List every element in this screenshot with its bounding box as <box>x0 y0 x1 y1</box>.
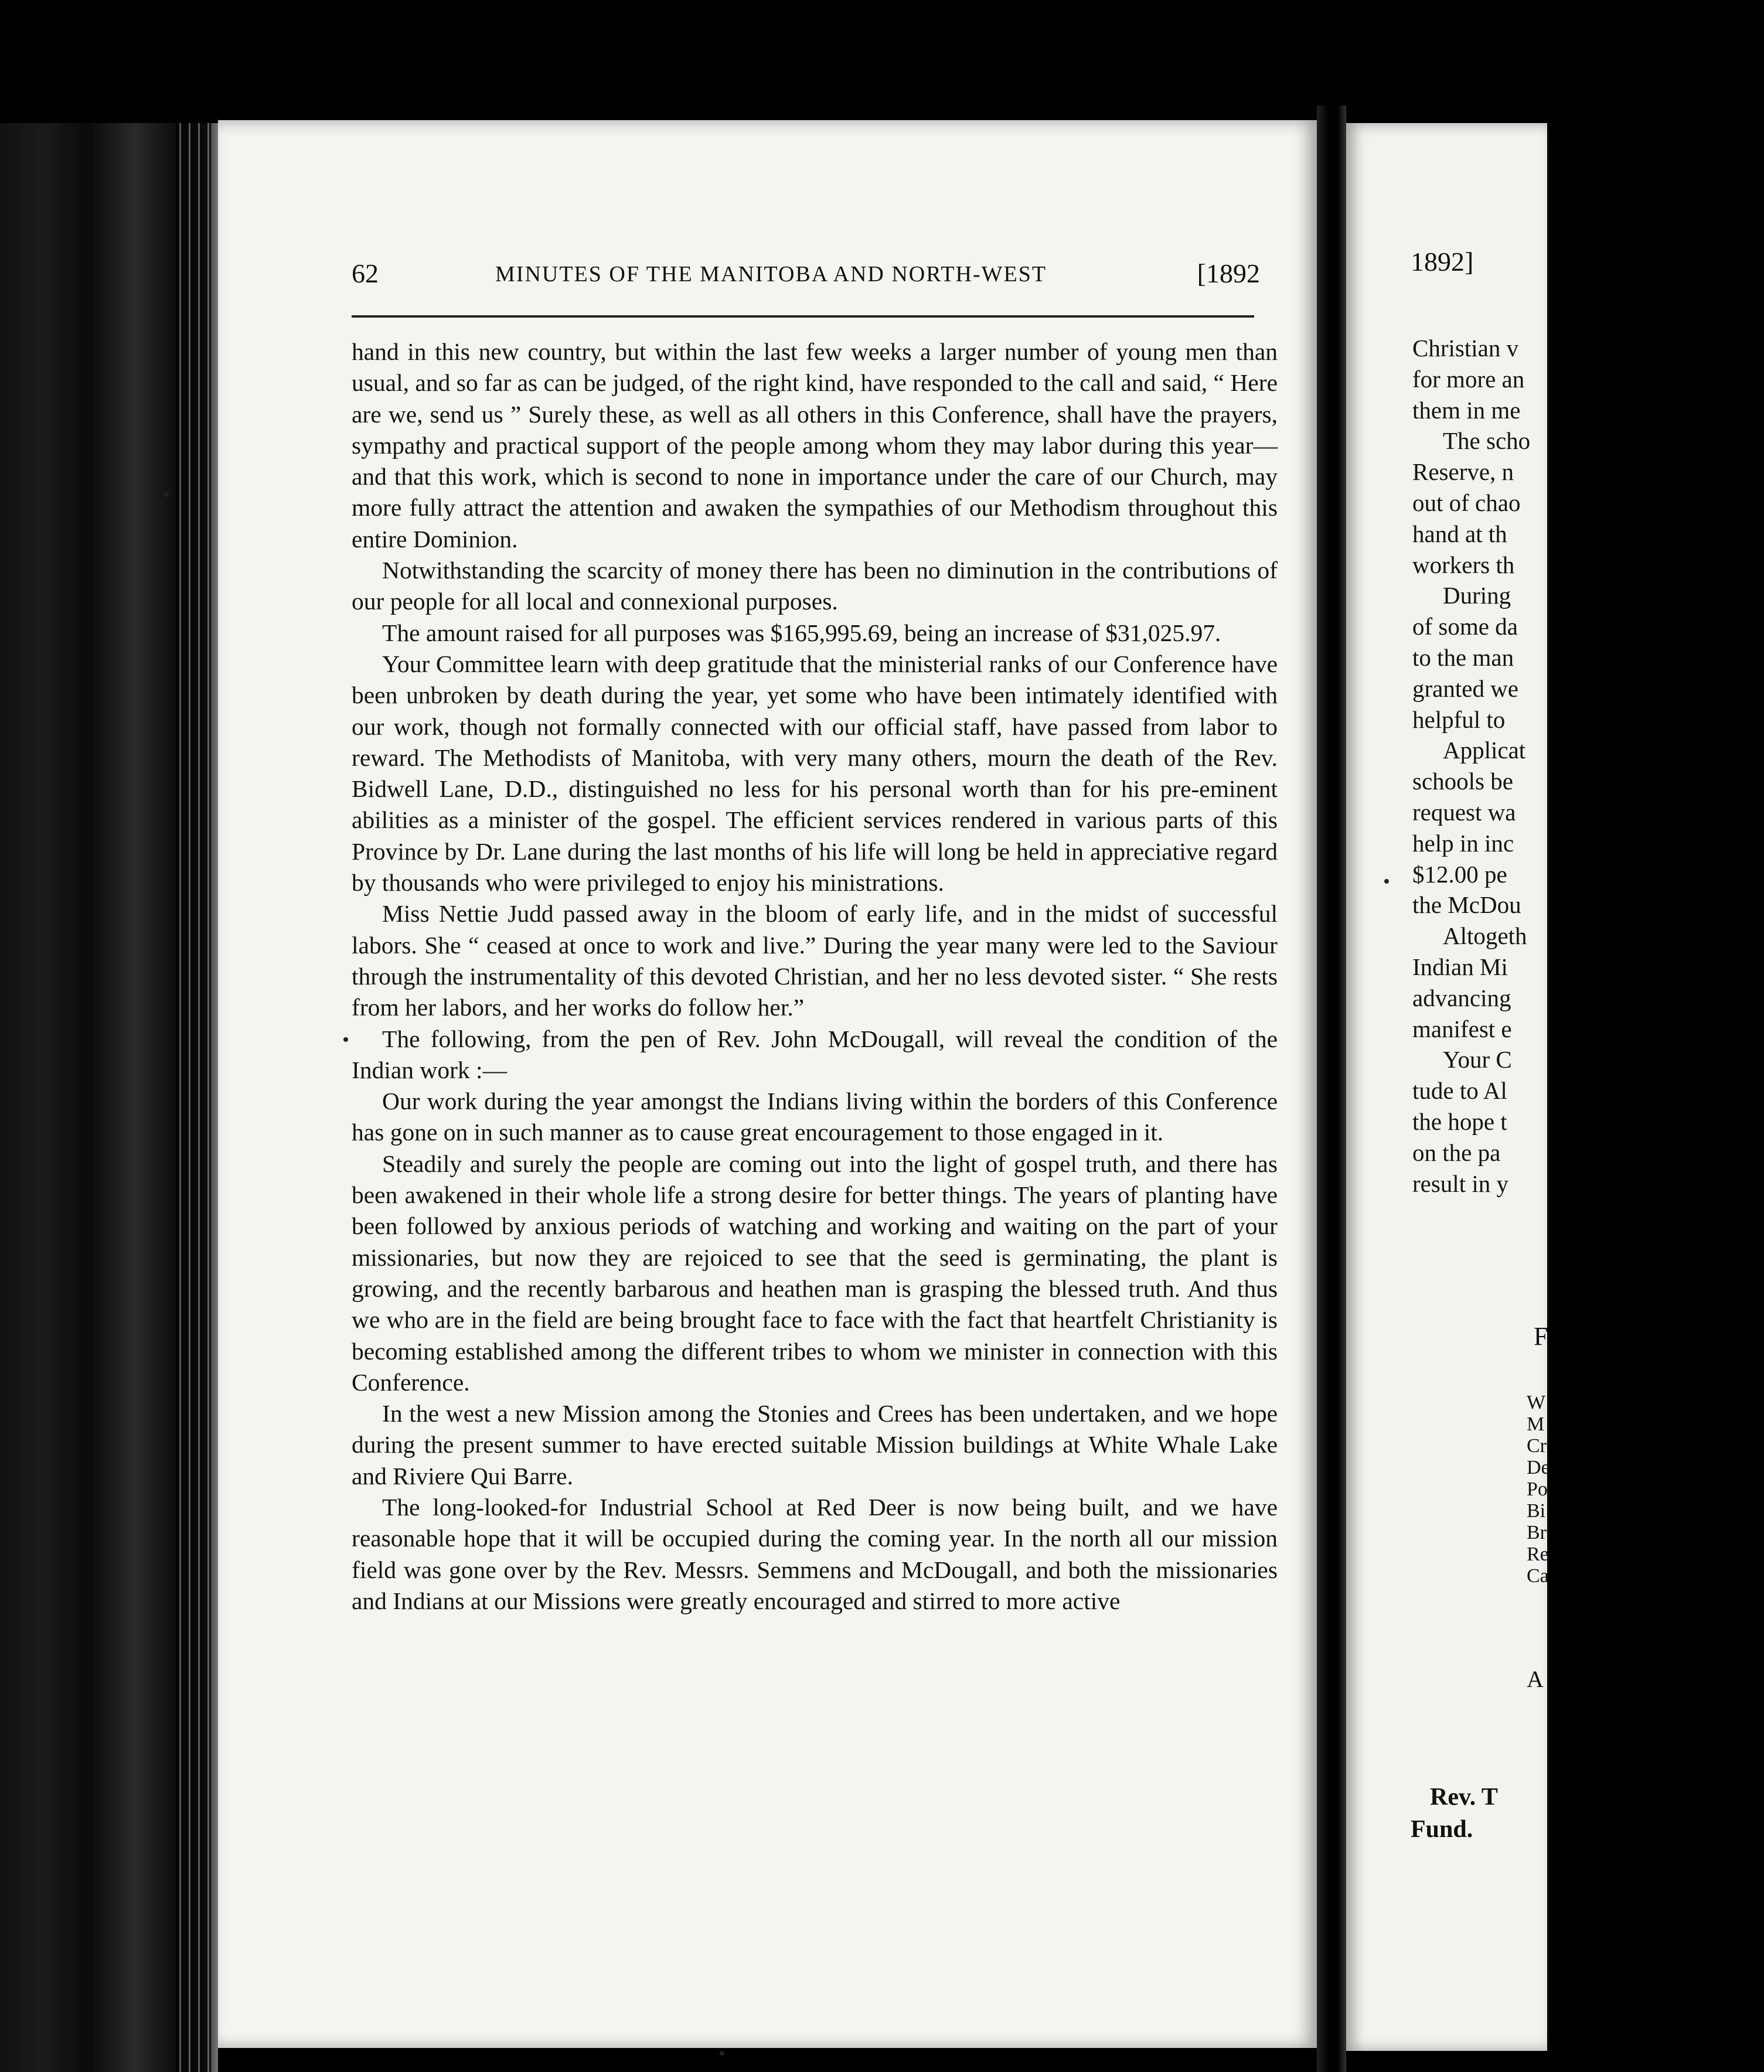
text-line: workers th <box>1412 551 1515 578</box>
list-item: De <box>1527 1457 1550 1478</box>
text-line: result in y <box>1412 1170 1508 1197</box>
list-item: Br <box>1527 1522 1547 1543</box>
speck <box>343 1037 348 1042</box>
paragraph: hand in this new country, but within the last few weeks a larger number of young men than usual, and so far as can be judged, of the right kind, have responded to the call and said, “ Here are we, send us ” Surely these, as well as all others in this Conference, shall have the prayers, sympathy and practical support of the people among whom they may labor during this year—and that this work, which is second to none in importance under the care of our Church, may more fully attract the attention and awaken the sympathies of our Methodism throughout this entire Dominion. <box>352 338 1278 553</box>
running-header-left <box>352 258 1260 293</box>
text-line: the hope t <box>1412 1107 1507 1135</box>
text-line: The scho <box>1443 427 1531 455</box>
list-item: Re <box>1527 1543 1549 1565</box>
list-fragments <box>1527 1392 1550 1587</box>
paragraph: The amount raised for all purposes was $165,995.69, being an increase of $31,025.97. <box>382 619 1221 646</box>
paragraph: Steadily and surely the people are coming out into the light of gospel truth, and there has been awakened in their whole life a strong desire for better things. The years of planting have been followed by anxious periods of watching and working and waiting on the part of your missionaries, but now they are rejoiced to see that the seed is germinating, the plant is growing, and the recently barbarous and heathen man is grasping the blessed truth. And thus we who are in the field are being brought face to face with the fact that heartfelt Christianity is becoming established among the different tribes to whom we minister in connection with this Conference. <box>352 1150 1278 1396</box>
text-line: out of chao <box>1412 489 1521 516</box>
text-line: Fund. <box>1411 1816 1473 1843</box>
text-line: Rev. T <box>1430 1784 1498 1811</box>
book-gutter <box>1317 105 1346 2072</box>
page-number: 62 <box>352 258 379 288</box>
list-item: M <box>1527 1413 1545 1435</box>
list-item: Po <box>1527 1478 1548 1500</box>
right-page-body <box>1412 333 1764 1199</box>
running-title: MINUTES OF THE MANITOBA AND NORTH-WEST <box>495 262 1047 287</box>
running-year: [1892 <box>1197 258 1260 288</box>
left-page-body <box>352 336 1278 1617</box>
text-line: to the man <box>1412 643 1514 671</box>
text-line: Altogeth <box>1443 922 1527 950</box>
right-page-footer <box>1411 1781 1498 1846</box>
text-line: the McDou <box>1412 891 1521 919</box>
binding-edge-lines <box>176 123 211 2072</box>
text-line: $12.00 pe <box>1412 860 1507 888</box>
text-line: Your C <box>1443 1046 1512 1074</box>
paragraph: In the west a new Mission among the Stonies and Crees has been undertaken, and we hope during the present summer to have erected suitable Mission buildings at White Whale Lake and Riviere Qui Barre. <box>352 1400 1278 1490</box>
text-line: helpful to <box>1412 706 1506 733</box>
section-heading-fragment: F <box>1534 1322 1548 1351</box>
scan-background-top <box>0 0 1547 123</box>
paragraph: Our work during the year amongst the Indians living within the borders of this Conference has gone on in such manner as to cause great encouragement to those engaged in it. <box>352 1088 1278 1146</box>
text-line: Indian Mi <box>1412 953 1508 980</box>
running-year-right: 1892] <box>1411 247 1474 277</box>
text-line: help in inc <box>1412 829 1514 857</box>
text-line: granted we <box>1412 674 1518 702</box>
text-line: Christian v <box>1412 335 1519 362</box>
text-line: Applicat <box>1443 737 1526 764</box>
text-line: schools be <box>1412 768 1513 795</box>
text-line: During <box>1443 582 1511 609</box>
list-item: Ca <box>1527 1565 1549 1587</box>
text-line: for more an <box>1412 365 1525 393</box>
header-rule <box>352 315 1254 318</box>
text-fragment: A <box>1527 1666 1544 1692</box>
list-item: W <box>1527 1392 1546 1413</box>
text-line: of some da <box>1412 613 1518 640</box>
text-line: manifest e <box>1412 1015 1512 1042</box>
speck <box>720 2051 724 2056</box>
list-item: Bi <box>1527 1500 1546 1522</box>
paragraph: Miss Nettie Judd passed away in the bloom of early life, and in the midst of successful labors. She “ ceased at once to work and live.” During the year many were led to the Saviour through the instrumentality of this devoted Christian, and her no less devoted sister. “ She rests from her labors, and her works do follow her.” <box>352 900 1278 1021</box>
paragraph: The long-looked-for Industrial School at Red Deer is now being built, and we have reasonable hope that it will be occupied during the coming year. In the north all our mission field was gone over by the Rev. Messrs. Semmens and McDougall, and both the missionaries and Indians at our Missions were greatly encouraged and stirred to more active <box>352 1493 1278 1614</box>
text-line: tude to Al <box>1412 1077 1507 1105</box>
paragraph: The following, from the pen of Rev. John McDougall, will reveal the condition of the Indian work :— <box>352 1025 1278 1083</box>
text-line: Reserve, n <box>1412 458 1514 486</box>
paragraph: Your Committee learn with deep gratitude that the ministerial ranks of our Conference have been unbroken by death during the year, yet some who have been intimately identified with our work, though not formally connected with our official staff, have passed from labor to reward. The Methodists of Manitoba, with very many others, mourn the death of the Rev. Bidwell Lane, D.D., distinguished no less for his personal worth than for his pre-eminent abilities as a minister of the gospel. The efficient services rendered in various parts of this Province by Dr. Lane during the last months of his life will long be held in appreciative regard by thousands who were privileged to enjoy his ministrations. <box>352 650 1278 897</box>
text-line: request wa <box>1412 798 1516 826</box>
list-item: Cr <box>1527 1435 1547 1457</box>
text-line: them in me <box>1412 396 1521 424</box>
text-line: advancing <box>1412 984 1511 1011</box>
text-line: on the pa <box>1412 1139 1501 1166</box>
speck <box>164 492 169 497</box>
paragraph: Notwithstanding the scarcity of money there has been no diminution in the contributions of our people for all local and connexional purposes. <box>352 557 1278 615</box>
speck <box>1384 879 1389 884</box>
text-line: hand at th <box>1412 520 1507 547</box>
